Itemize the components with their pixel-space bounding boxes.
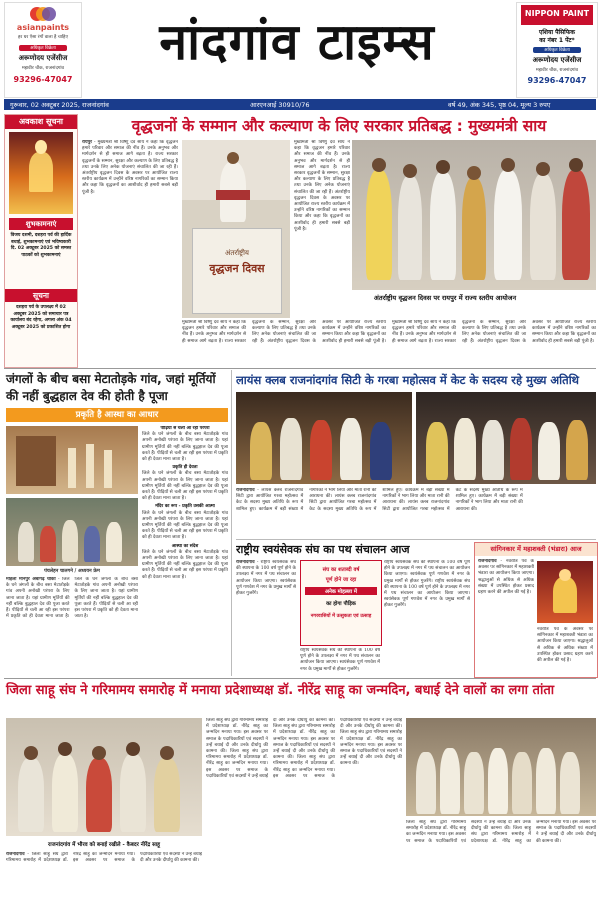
lead-body-2: मुख्यमंत्री श्री विष्णु देव साय ने कहा कि वृद्धजन हमारे परिवार और समाज की नींव हैं। उनके अनुभव और मार्गदर्शन से ही समाज आगे बढ़ता है। राज्य सरकार वृद्धजनों के सम्मान, सुरक्षा और कल्याण के लिए प्रतिबद्ध है तथा उनके लिए अनेक योजनाएं संचालित की जा रही हैं। अंतर्राष्ट्रीय वृद्धजन दिवस के अवसर पर आयोजित राज्य स्तरीय कार्यक्रम में उन्होंने वरिष्ठ नागरिकों का सम्मान किया और कहा कि वृद्धजनों का आशीर्वाद ही हमारी सबसे बड़ी पूंजी है। <box>294 140 350 232</box>
right-ad-line1: एशिया पैसिफिक <box>539 29 575 36</box>
story2-body-a: जिले के घने जंगलों के बीच बसा मेटातोड़के गांव अपनी अनोखी परंपरा के लिए जाना जाता है। यहां ग्रामीण मूर्तियों की नहीं बल्कि बुद्धहाल देव की पूजा करते हैं। पीढ़ियों से चली आ रही इस परंपरा में प्रकृति को ही देवता माना जाता है। <box>142 432 228 463</box>
lead-body-3: मुख्यमंत्री श्री विष्णु देव साय ने कहा कि वृद्धजन हमारे परिवार और समाज की नींव हैं। उनके अनुभव और मार्गदर्शन से ही समाज आगे बढ़ता है। राज्य सरकार वृद्धजनों के सम्मान, सुरक्षा और कल्याण के लिए प्रतिबद्ध है तथा उनके लिए अनेक योजनाएं संचालित की जा रही हैं। अंतर्राष्ट्रीय वृद्धजन दिवस के अवसर पर आयोजित राज्य स्तरीय कार्यक्रम में उन्होंने वरिष्ठ नागरिकों का सम्मान किया और कहा कि वृद्धजनों का आशीर्वाद ही हमारी सबसे बड़ी पूंजी है। <box>182 320 386 344</box>
story2-photo-village <box>6 426 138 494</box>
story2-section-label: प्रकृति है आस्था का आधार <box>6 408 228 422</box>
notice-title: सूचना <box>5 289 77 302</box>
story2-photo-caption: पंचलेहन चालगने / अध्ययन फ्रेम <box>44 569 100 574</box>
story2-col-left: मोहला मानपुर अंबागढ़ चौकी - जिले के घने जंगलों के बीच बसा मेटातोड़के गांव अपनी अनोखी परंपरा के लिए जाना जाता है। यहां ग्रामीण मूर्तियों की नहीं बल्कि बुद्धहाल देव की पूजा करते हैं। पीढ़ियों से चली आ रही इस परंपरा में प्रकृति को ही देवता माना जाता है। जिले के घने जंगलों के बीच बसा मेटातोड़के गांव अपनी अनोखी परंपरा के लिए जाना जाता है। यहां ग्रामीण मूर्तियों की नहीं बल्कि बुद्धहाल देव की पूजा करते हैं। पीढ़ियों से चली आ रही इस परंपरा में प्रकृति को ही देवता माना जाता है। <box>6 577 138 620</box>
vertical-divider <box>231 370 232 676</box>
lead-dateline: रायपुर <box>82 140 93 145</box>
story2-col-right: पीढ़ियों से चली आ रही परंपरा जिले के घने जंगलों के बीच बसा मेटातोड़के गांव अपनी अनोखी परंपरा के लिए जाना जाता है। यहां ग्रामीण मूर्तियों की नहीं बल्कि बुद्धहाल देव की पूजा करते हैं। पीढ़ियों से चली आ रही इस परंपरा में प्रकृति को ही देवता माना जाता है। प्रकृति ही देवता जिले के घने जंगलों के बीच बसा मेटातोड़के गांव अपनी अनोखी परंपरा के लिए जाना जाता है। यहां ग्रामीण मूर्तियों की नहीं बल्कि बुद्धहाल देव की पूजा करते हैं। पीढ़ियों से चली आ रही इस परंपरा में प्रकृति को ही देवता माना जाता है। मंदिर का रूप - प्रकृति उसकी आत्मा जिले के घने जंगलों के बीच बसा मेटातोड़के गांव अपनी अनोखी परंपरा के लिए जाना जाता है। यहां ग्रामीण मूर्तियों की नहीं बल्कि बुद्धहाल देव की पूजा करते हैं। पीढ़ियों से चली आ रही इस परंपरा में प्रकृति को ही देवता माना जाता है। आस्था का संदेश जिले के घने जंगलों के बीच बसा मेटातोड़के गांव अपनी अनोखी परंपरा के लिए जाना जाता है। यहां ग्रामीण मूर्तियों की नहीं बल्कि बुद्धहाल देव की पूजा करते हैं। पीढ़ियों से चली आ रही इस परंपरा में प्रकृति को ही देवता माना जाता है। <box>142 426 228 580</box>
story5-box <box>474 542 598 678</box>
story6-body-left: राजनांदगांव - जिला साहू संघ द्वारा गरिमामय समारोह में प्रदेशाध्यक्ष डॉ. नीरेंद्र साहू का जन्मदिन मनाया गया। इस अवसर पर समाज के पदाधिकारियों एवं सदस्यों ने उन्हें बधाई दी और उनके दीर्घायु की कामना की। <box>6 852 202 864</box>
story3-photo-2 <box>416 392 596 484</box>
left-ad-dealer-label: अधिकृत विक्रेता <box>19 45 67 51</box>
left-ad-dealer: अरूणोदय एजेंसीज <box>18 54 68 62</box>
story4-box-line1: संघ का शताब्दी वर्ष <box>322 567 360 573</box>
story2-photo-people <box>6 498 138 566</box>
story2-sub1: पीढ़ियों से चली आ रही परंपरा <box>160 426 210 431</box>
story2-headline: जंगलों के बीच बसा मेटातोड़के गांव, जहां मूर्तियों की नहीं बुद्धहाल देव की होती है पूजा <box>6 372 216 403</box>
story4-headline: राष्ट्रीय स्वयंसेवक संघ का पथ संचालन आज <box>236 543 410 556</box>
story2-sub3: मंदिर का रूप - प्रकृति उसकी आत्मा <box>155 504 215 510</box>
notice-text: दशहरा पर्व के उपलक्ष्य में 02 अक्टूबर 2025 को समाचार पत्र कार्यालय बंद रहेगा, अगला अंक 04 अक्टूबर 2025 को प्रकाशित होगा <box>10 305 72 330</box>
banner-line1: अंतर्राष्ट्रीय <box>225 249 249 257</box>
right-ad[interactable] <box>516 2 598 98</box>
lead-body-col2 <box>294 140 350 258</box>
story3-dateline: राजनांदगांव <box>236 488 255 493</box>
sidebar <box>4 114 78 368</box>
lead-headline: वृद्धजनों के सम्मान और कल्याण के लिए सरकार प्रतिबद्ध : मुख्यमंत्री साय <box>131 117 547 135</box>
story4-body-left: राजनांदगांव - राष्ट्रीय स्वयंसेवक संघ की स्थापना के 100 वर्ष पूर्ण होने के उपलक्ष्य में नगर में पथ संचालन का आयोजन किया जाएगा। स्वयंसेवक पूर्ण गणवेश में नगर के प्रमुख मार्गों से होकर गुजरेंगे। <box>236 560 296 597</box>
story3-photo-1 <box>236 392 412 484</box>
left-ad-address: महावीर चौक, राजनांदगांव <box>21 66 65 71</box>
dateline-left: गुरूवार, 02 अक्टूबर 2025, राजनांदगांव <box>10 101 109 109</box>
lead-body-col3: मुख्यमंत्री श्री विष्णु देव साय ने कहा कि वृद्धजन हमारे परिवार और समाज की नींव हैं। उनके अनुभव और मार्गदर्शन से ही समाज आगे बढ़ता है। राज्य सरकार वृद्धजनों के सम्मान, सुरक्षा और कल्याण के लिए प्रतिबद्ध है तथा उनके लिए अनेक योजनाएं संचालित की जा रही हैं। अंतर्राष्ट्रीय वृद्धजन दिवस के अवसर पर आयोजित राज्य स्तरीय कार्यक्रम में उन्होंने वरिष्ठ नागरिकों का सम्मान किया और कहा कि वृद्धजनों का आशीर्वाद ही हमारी सबसे बड़ी पूंजी है। मुख्यमंत्री श्री विष्णु देव साय ने कहा कि वृद्धजन हमारे परिवार और समाज की नींव हैं। उनके अनुभव और मार्गदर्शन से ही समाज आगे बढ़ता है। राज्य सरकार वृद्धजनों के सम्मान, सुरक्षा और कल्याण के लिए प्रतिबद्ध है तथा उनके लिए अनेक योजनाएं संचालित की जा रही हैं। अंतर्राष्ट्रीय वृद्धजन दिवस के अवसर पर आयोजित राज्य स्तरीय कार्यक्रम में उन्होंने वरिष्ठ नागरिकों का सम्मान किया और कहा कि वृद्धजनों का आशीर्वाद ही हमारी सबसे बड़ी पूंजी है। <box>182 320 596 344</box>
story4-box-line5: नगरवासियों में उत्सुकता एवं उत्साह <box>310 614 372 619</box>
lead-photo-leaders <box>352 140 596 290</box>
right-ad-phone: 93296-47047 <box>527 76 587 85</box>
story4-box-line4: का होगा पौड़िक <box>326 601 356 607</box>
story4-box-line3: अनेक मोहल्ला में <box>305 587 377 595</box>
left-ad-phone: 93296-47047 <box>13 75 73 84</box>
lead-body-col1: रायपुर - मुख्यमंत्री श्री विष्णु देव साय ने कहा कि वृद्धजन हमारे परिवार और समाज की नींव हैं। उनके अनुभव और मार्गदर्शन से ही समाज आगे बढ़ता है। राज्य सरकार वृद्धजनों के सम्मान, सुरक्षा और कल्याण के लिए प्रतिबद्ध है तथा उनके लिए अनेक योजनाएं संचालित की जा रही हैं। अंतर्राष्ट्रीय वृद्धजन दिवस के अवसर पर आयोजित राज्य स्तरीय कार्यक्रम में उन्होंने वरिष्ठ नागरिकों का सम्मान किया और कहा कि वृद्धजनों का आशीर्वाद ही हमारी सबसे बड़ी पूंजी है। <box>82 140 178 195</box>
story6-photo-caption: राजनांदगांव में भौरव को बनाई रखीले - कैबदर नीरेंद्र साहू <box>48 842 160 848</box>
story5-dateline: राजनांदगांव <box>478 559 497 564</box>
lead-caption: अंतर्राष्ट्रीय वृद्धजन दिवस पर रायपुर में राज्य स्तरीय आयोजन <box>373 294 517 302</box>
left-ad[interactable] <box>4 2 82 98</box>
story6-body-right: जिला साहू संघ द्वारा गरिमामय समारोह में प्रदेशाध्यक्ष डॉ. नीरेंद्र साहू का जन्मदिन मनाया गया। इस अवसर पर समाज के पदाधिकारियों एवं सदस्यों ने उन्हें बधाई दी और उनके दीर्घायु की कामना की। जिला साहू संघ द्वारा गरिमामय समारोह में प्रदेशाध्यक्ष डॉ. नीरेंद्र साहू का जन्मदिन मनाया गया। इस अवसर पर समाज के पदाधिकारियों एवं सदस्यों ने उन्हें बधाई दी और उनके दीर्घायु की कामना की। <box>406 820 596 844</box>
story4-body-bottom: राष्ट्रीय स्वयंसेवक संघ की स्थापना के 100 वर्ष पूर्ण होने के उपलक्ष्य में नगर में पथ संचालन का आयोजन किया जाएगा। स्वयंसेवक पूर्ण गणवेश में नगर के प्रमुख मार्गों से होकर गुजरेंगे। <box>300 648 380 672</box>
story4-info-box <box>300 560 382 646</box>
story3-body: राजनांदगांव - लायंस क्लब राजनांदगांव सिटी द्वारा आयोजित गरबा महोत्सव में केट के सदस्य मुख्य अतिथि के रूप में शामिल हुए। कार्यक्रम में बड़ी संख्या में नागरिकों ने भाग लिया और माता रानी की आराधना की। लायंस क्लब राजनांदगांव सिटी द्वारा आयोजित गरबा महोत्सव में केट के सदस्य मुख्य अतिथि के रूप में शामिल हुए। कार्यक्रम में बड़ी संख्या में नागरिकों ने भाग लिया और माता रानी की आराधना की। लायंस क्लब राजनांदगांव सिटी द्वारा आयोजित गरबा महोत्सव में केट के सदस्य मुख्य अतिथि के रूप में शामिल हुए। कार्यक्रम में बड़ी संख्या में नागरिकों ने भाग लिया और माता रानी की आराधना की। <box>236 488 523 512</box>
story6-headline: जिला साहू संघ ने गरिमामय समारोह में मनाया प्रदेशाध्यक्ष डॉ. नीरेंद्र साहू का जन्मदिन, बधाई देने वालों का लगा तांता <box>6 683 555 698</box>
story5-body: राजनांदगांव - नवरात्रि पर्व के अवसर पर सांगिनकार में महाशक्ती भंडारा का आयोजन किया जाएगा। श्रद्धालुओं से अधिक से अधिक संख्या में उपस्थित होकर प्रसाद ग्रहण करने की अपील की गई है। <box>478 559 534 596</box>
story6-photo-1 <box>6 718 202 836</box>
story6-dateline: राजनांदगांव <box>6 852 25 857</box>
asianpaints-logo-icon <box>27 5 59 23</box>
story6-photo-2 <box>406 718 596 816</box>
right-ad-brand: NIPPON PAINT <box>524 9 590 18</box>
divider-2 <box>236 539 596 540</box>
story2-dateline: मोहला मानपुर अंबागढ़ चौकी <box>6 577 56 582</box>
lead-photo-stage <box>182 140 290 318</box>
story2-sub4: आस्था का संदेश <box>171 543 199 549</box>
right-ad-dealer-label: अधिकृत विक्रेता <box>533 47 581 53</box>
story5-deity-photo <box>537 561 593 623</box>
story4-body-right: राष्ट्रीय स्वयंसेवक संघ की स्थापना के 100 वर्ष पूर्ण होने के उपलक्ष्य में नगर में पथ संचालन का आयोजन किया जाएगा। स्वयंसेवक पूर्ण गणवेश में नगर के प्रमुख मार्गों से होकर गुजरेंगे। राष्ट्रीय स्वयंसेवक संघ की स्थापना के 100 वर्ष पूर्ण होने के उपलक्ष्य में नगर में पथ संचालन का आयोजन किया जाएगा। स्वयंसेवक पूर्ण गणवेश में नगर के प्रमुख मार्गों से होकर गुजरेंगे। <box>384 560 470 609</box>
divider-3 <box>4 678 596 679</box>
story3-headline: लायंस क्लब राजनांदगांव सिटी के गरबा महोत्सव में केट के सदस्य रहे मुख्य अतिथि <box>236 373 580 387</box>
dateline-right: वर्ष 49, अंक 345, पृष्ठ 04, मूल्य 3 रुपए <box>448 101 551 109</box>
banner-line2: वृद्धजन दिवस <box>209 262 265 275</box>
story4-box-line2: पूर्ण होने जा रहा <box>325 577 357 583</box>
lead-body-1: मुख्यमंत्री श्री विष्णु देव साय ने कहा कि वृद्धजन हमारे परिवार और समाज की नींव हैं। उनके अनुभव और मार्गदर्शन से ही समाज आगे बढ़ता है। राज्य सरकार वृद्धजनों के सम्मान, सुरक्षा और कल्याण के लिए प्रतिबद्ध है तथा उनके लिए अनेक योजनाएं संचालित की जा रही हैं। अंतर्राष्ट्रीय वृद्धजन दिवस के अवसर पर आयोजित राज्य स्तरीय कार्यक्रम में उन्होंने वरिष्ठ नागरिकों का सम्मान किया और कहा कि वृद्धजनों का आशीर्वाद ही हमारी सबसे बड़ी पूंजी है। <box>82 140 178 195</box>
dateline-center: आरएनआई 30910/76 <box>250 101 310 109</box>
story6-body-middle: जिला साहू संघ द्वारा गरिमामय समारोह में प्रदेशाध्यक्ष डॉ. नीरेंद्र साहू का जन्मदिन मनाया गया। इस अवसर पर समाज के पदाधिकारियों एवं सदस्यों ने उन्हें बधाई दी और उनके दीर्घायु की कामना की। जिला साहू संघ द्वारा गरिमामय समारोह में प्रदेशाध्यक्ष डॉ. नीरेंद्र साहू का जन्मदिन मनाया गया। इस अवसर पर समाज के पदाधिकारियों एवं सदस्यों ने उन्हें बधाई दी और उनके दीर्घायु की कामना की। जिला साहू संघ द्वारा गरिमामय समारोह में प्रदेशाध्यक्ष डॉ. नीरेंद्र साहू का जन्मदिन मनाया गया। इस अवसर पर समाज के पदाधिकारियों एवं सदस्यों ने उन्हें बधाई दी और उनके दीर्घायु की कामना की। जिला साहू संघ द्वारा गरिमामय समारोह में प्रदेशाध्यक्ष डॉ. नीरेंद्र साहू का जन्मदिन मनाया गया। इस अवसर पर समाज के पदाधिकारियों एवं सदस्यों ने उन्हें बधाई दी और उनके दीर्घायु की कामना की। जिला साहू संघ द्वारा गरिमामय समारोह में प्रदेशाध्यक्ष डॉ. नीरेंद्र साहू का जन्मदिन मनाया गया। इस अवसर पर समाज के पदाधिकारियों एवं सदस्यों ने उन्हें बधाई दी और उनके दीर्घायु की कामना की। <box>206 718 402 779</box>
left-ad-tagline: हर घर ऐसा रंगों वाला है चाहिए <box>18 35 68 40</box>
avkash-title: अवकाश सूचना <box>5 115 77 129</box>
story4-dateline: राजनांदगांव <box>236 560 255 565</box>
banner-board <box>192 228 282 314</box>
masthead-title: नांदगांव टाइम्स <box>159 13 435 71</box>
festival-image <box>9 132 73 214</box>
greetings-label: शुभकामनाएं <box>9 218 73 230</box>
right-ad-address: महावीर चौक, राजनांदगांव <box>535 68 579 73</box>
greetings-text: विजय दशमी, दशहरा पर्व की हार्दिक बधाई, शुभकामनाएं एवं भविष्यकारी दि. 02 अक्टूबर 2025 को समस्त पाठकों को शुभकामनाएं <box>10 233 72 258</box>
right-ad-dealer: अरूणोदय एजेंसीज <box>532 56 582 64</box>
story5-body-2: नवरात्रि पर्व के अवसर पर सांगिनकार में महाशक्ती भंडारा का आयोजन किया जाएगा। श्रद्धालुओं से अधिक से अधिक संख्या में उपस्थित होकर प्रसाद ग्रहण करने की अपील की गई है। <box>537 627 593 664</box>
story2-sub2: प्रकृति ही देवता <box>172 465 198 471</box>
right-ad-line2: का नंबर 1 पेंट* <box>539 37 575 44</box>
left-ad-brand: asianpaints <box>16 23 70 32</box>
story5-headline: सांगिनकार में महाशक्ती (भंडारा) आज <box>475 543 597 556</box>
divider-1 <box>4 368 596 369</box>
